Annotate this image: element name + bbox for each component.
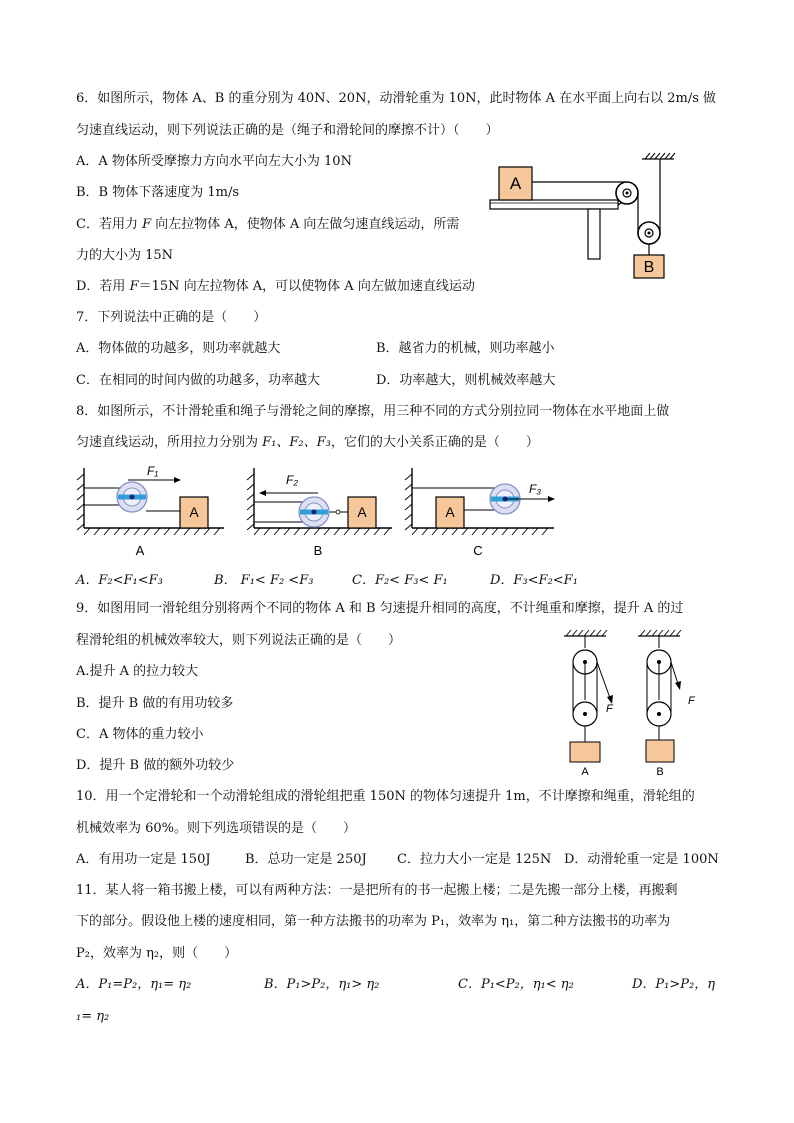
q8-option-a: A．F₂<F₁<F₃ [76, 573, 163, 588]
q7-stem: 7．下列说法中正确的是（ ） [76, 310, 267, 325]
q6-option-c-prefix: C．若用力 [76, 217, 143, 232]
q8-stem-suffix: ，它们的大小关系正确的是（ ） [330, 435, 539, 450]
q6-option-d-prefix: D．若用 [76, 279, 130, 294]
q9-option-a: A.提升 A 的拉力较大 [76, 664, 199, 679]
q10-option-a: A．有用功一定是 150J [76, 852, 211, 867]
q8-force-f3: F₃ [529, 482, 542, 496]
q6-option-d-suffix: ＝15N 向左拉物体 A，可以使物体 A 向左做加速直线运动 [138, 279, 475, 294]
q9-force-label-left: F [606, 703, 613, 715]
q11-stem-line3: P₂，效率为 η₂，则（ ） [76, 946, 238, 961]
q10-option-c: C．拉力大小一定是 125N [397, 852, 552, 867]
q8-force-f2: F₂ [286, 473, 298, 487]
q7-option-b: B．越省力的机械，则功率越小 [376, 341, 555, 356]
q6-stem-line1: 6．如图所示，物体 A、B 的重分别为 40N、20N，动滑轮重为 10N，此时物体 A 在水平面上向右以 2m/s 做 [76, 91, 717, 106]
q9-label-a: A [581, 766, 589, 778]
q11-option-b: B．P₁>P₂，η₁> η₂ [264, 977, 380, 992]
q8-figure-a [70, 460, 230, 560]
q6-block-b-label: B [643, 259, 655, 276]
q10-option-d: D．动滑轮重一定是 100N [564, 852, 719, 867]
q8-option-d: D．F₃<F₂<F₁ [490, 573, 578, 588]
q11-option-a: A．P₁=P₂，η₁= η₂ [76, 977, 192, 992]
q8-stem-prefix: 匀速直线运动，所用拉力分别为 [76, 435, 263, 450]
q8-figure-b-block: A [357, 504, 367, 520]
q8-stem-line1: 8．如图所示，不计滑轮重和绳子与滑轮之间的摩擦，用三种不同的方式分别拉同一物体在水平地面上做 [76, 404, 670, 419]
q6-option-c-line1 [76, 216, 459, 234]
q8-figure-a-block: A [189, 504, 199, 520]
q11-option-d-part1: D．P₁>P₂，η [632, 977, 716, 992]
q10-option-b: B．总功一定是 250J [245, 852, 367, 867]
q6-option-c-force: F [142, 217, 152, 232]
q8-stem-line2 [76, 434, 539, 452]
q9-option-d: D．提升 B 做的额外功较少 [76, 758, 235, 773]
q6-option-b: B．B 物体下落速度为 1m/s [76, 185, 240, 200]
q6-block-a-label: A [509, 174, 522, 193]
q9-force-label-right: F [688, 695, 695, 707]
q8-figure-c-block: A [445, 504, 455, 520]
q9-option-c: C．A 物体的重力较小 [76, 727, 204, 742]
q8-figure-c [398, 460, 563, 560]
q9-stem-line2: 程滑轮组的机械效率较大，则下列说法正确的是（ ） [76, 633, 402, 648]
q8-option-b: B． F₁< F₂ <F₃ [214, 573, 314, 588]
q6-option-c-suffix: 向左拉物体 A，使物体 A 向左做匀速直线运动，所需 [151, 217, 460, 232]
q11-stem-line2: 下的部分。假设他上楼的速度相同，第一种方法搬书的功率为 P₁，效率为 η₁，第二种方法搬书的功率为 [76, 914, 671, 929]
q8-figure-b [238, 460, 398, 560]
q7-option-a: A．物体做的功越多，则功率就越大 [76, 341, 281, 356]
q6-stem-line2: 匀速直线运动，则下列说法正确的是（绳子和滑轮间的摩擦不计）（ ） [76, 123, 499, 138]
q9-label-b: B [656, 766, 664, 778]
q10-stem-line1: 10．用一个定滑轮和一个动滑轮组成的滑轮组把重 150N 的物体匀速提升 1m，不计摩擦和绳重，滑轮组的 [76, 789, 695, 804]
q8-figure-c-caption: C [473, 543, 483, 558]
q8-figure-b-caption: B [313, 543, 323, 558]
q8-option-c: C．F₂< F₃< F₁ [352, 573, 448, 588]
q9-option-b: B．提升 B 做的有用功较多 [76, 696, 234, 711]
q6-pulley-figure [484, 145, 684, 280]
q10-stem-line2: 机械效率为 60%。则下列选项错误的是（ ） [76, 821, 357, 836]
q9-pulley-figure [556, 628, 706, 780]
q6-option-a: A．A 物体所受摩擦力方向水平向左大小为 10N [76, 154, 352, 169]
q6-option-d-force: F [129, 279, 139, 294]
q6-option-d [76, 278, 475, 296]
q6-option-c-line2: 力的大小为 15N [76, 248, 174, 263]
q8-stem-forces: F₁、F₂、F₃ [262, 435, 331, 450]
q11-stem-line1: 11．某人将一箱书搬上楼，可以有两种方法：一是把所有的书一起搬上楼；二是先搬一部分上楼，再搬剩 [76, 883, 678, 898]
q11-option-c: C．P₁<P₂，η₁< η₂ [458, 977, 574, 992]
q7-option-d: D．功率越大，则机械效率越大 [376, 373, 556, 388]
q9-stem-line1: 9．如图用同一滑轮组分别将两个不同的物体 A 和 B 匀速提升相同的高度，不计绳重和摩擦，提升 A 的过 [76, 601, 684, 616]
q8-figure-a-caption: A [135, 543, 145, 558]
q8-force-f1: F₁ [147, 464, 159, 478]
q7-option-c: C．在相同的时间内做的功越多，功率越大 [76, 373, 320, 388]
q11-option-d-part2: ₁= η₂ [76, 1009, 110, 1024]
